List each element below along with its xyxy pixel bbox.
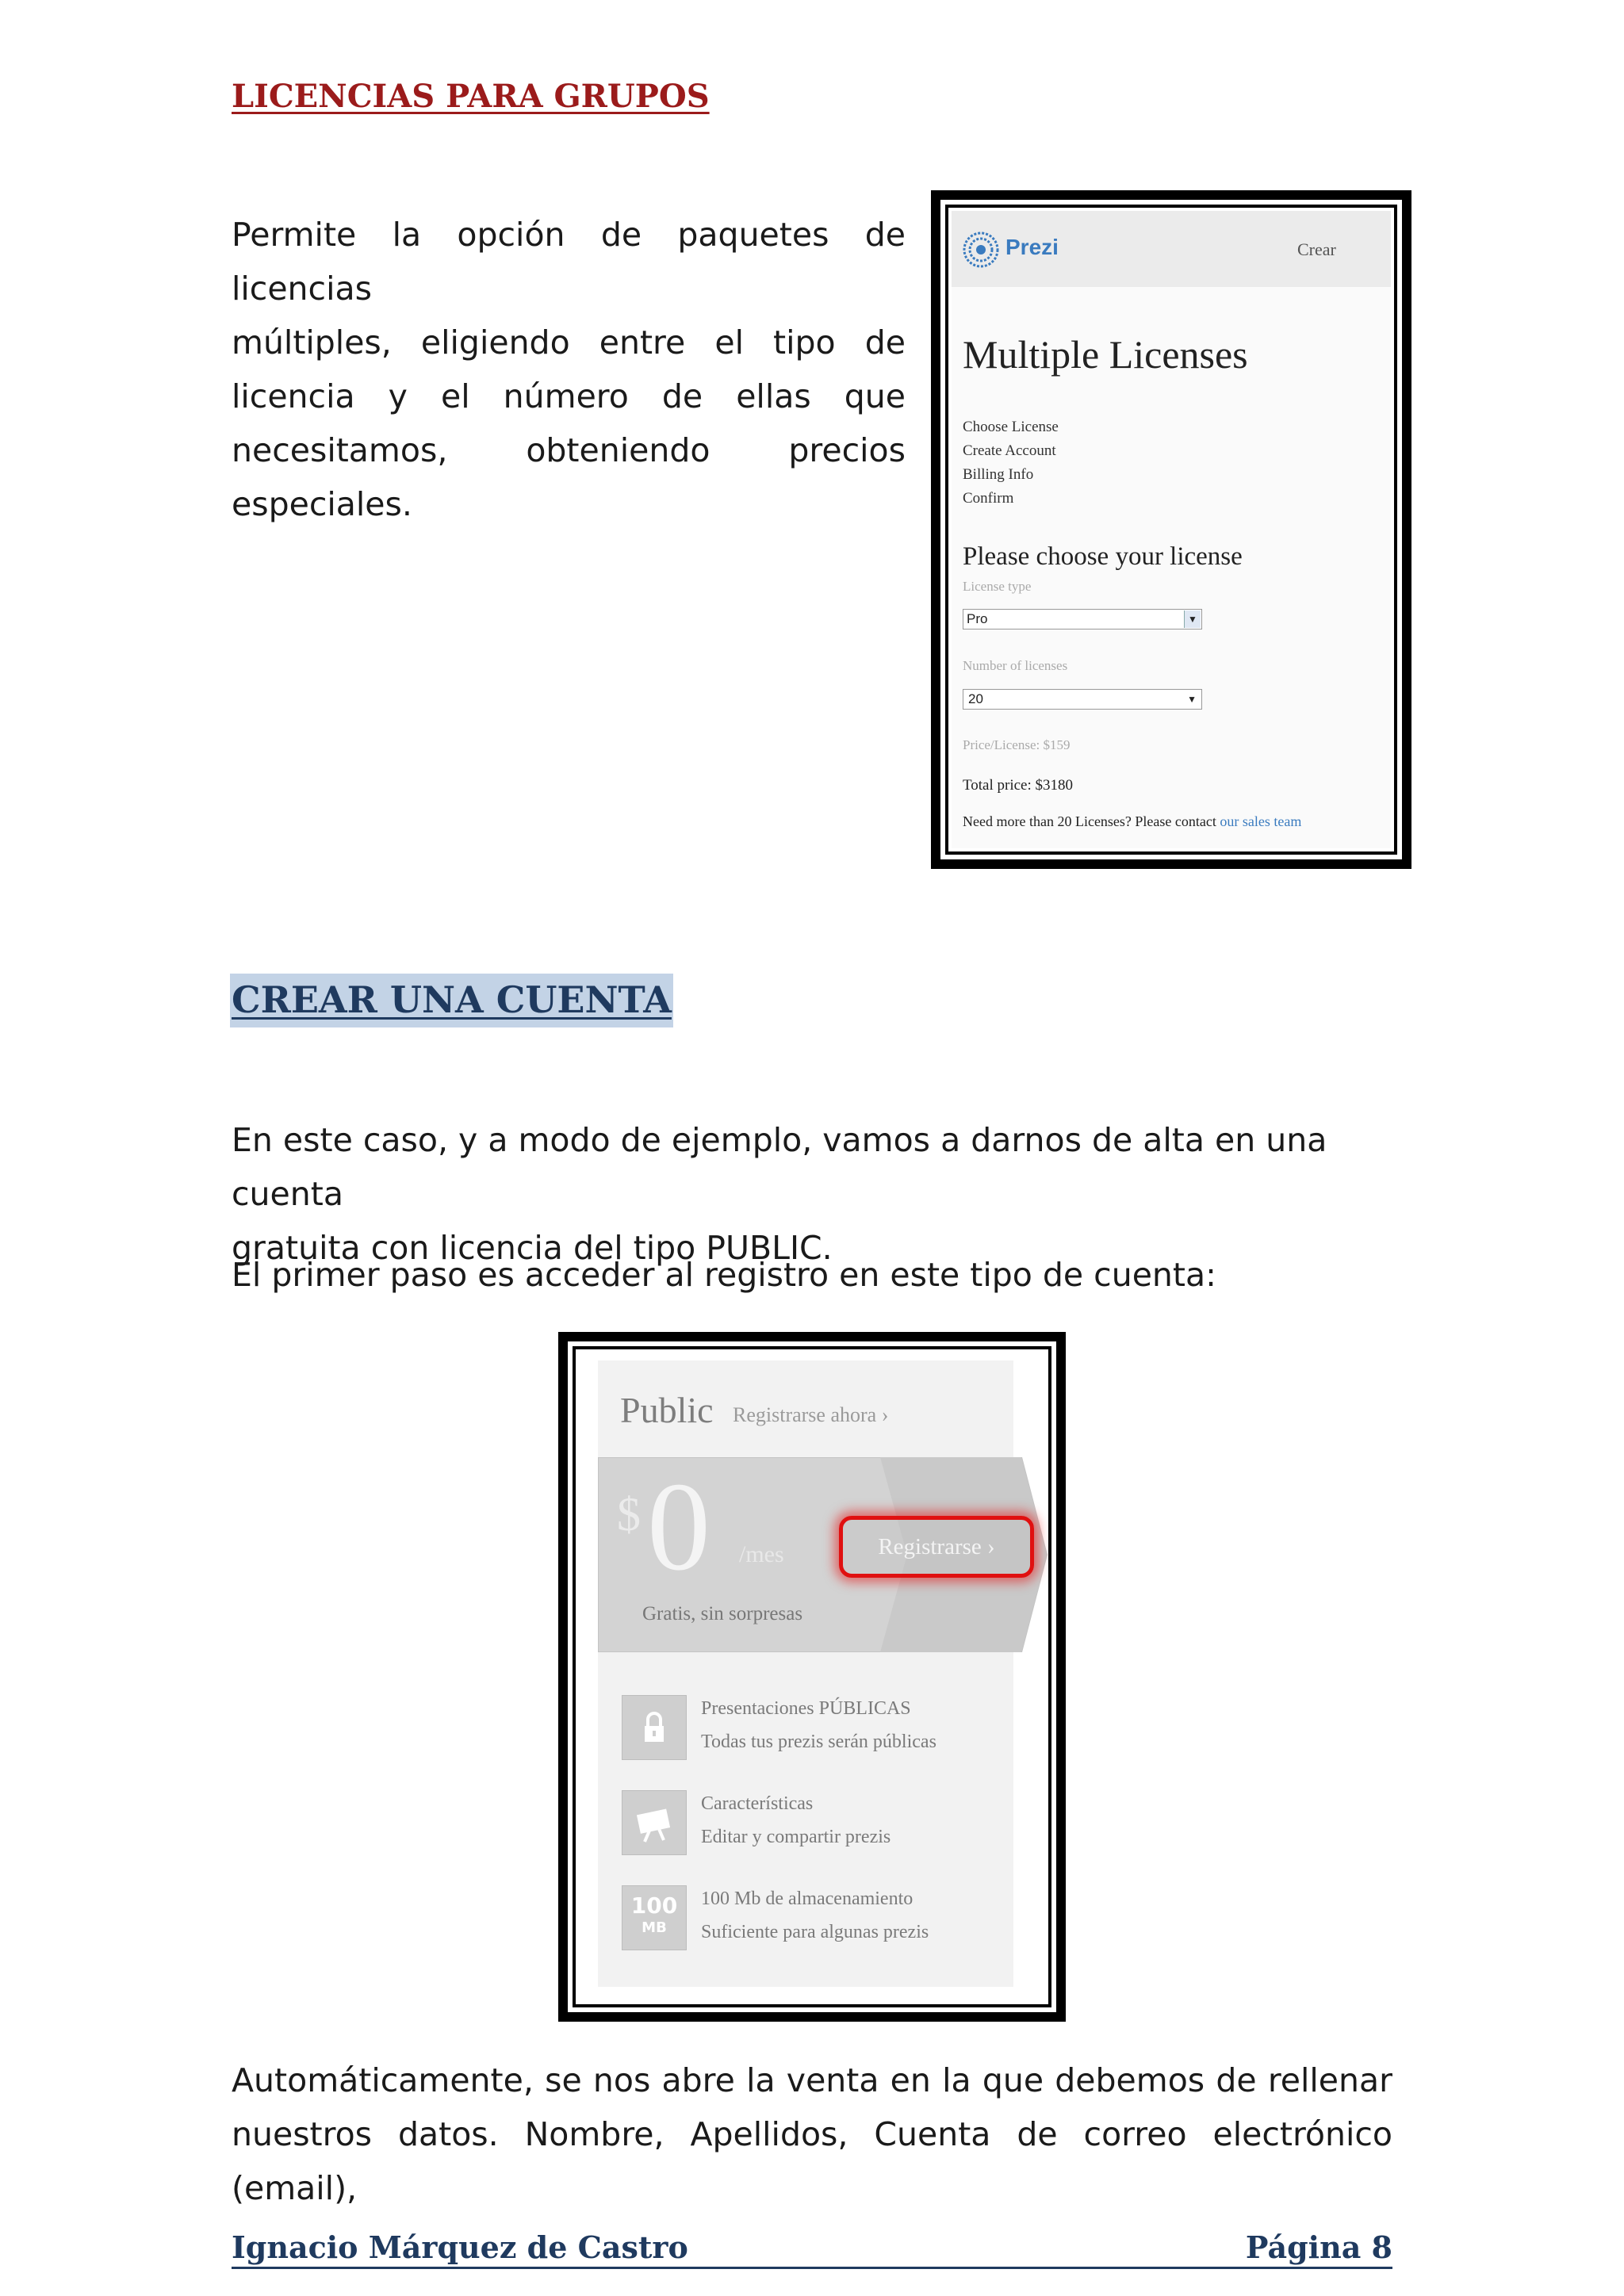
section-heading-crear-cuenta: CREAR UNA CUENTA (230, 974, 673, 1027)
page-footer (232, 2228, 1392, 2269)
feature-desc: Todas tus prezis serán públicas (701, 1732, 936, 1752)
crear-link[interactable]: Crear (1297, 239, 1336, 259)
chevron-down-icon: ▼ (1187, 694, 1197, 705)
feature-characteristics (701, 1787, 891, 1854)
screenshot-content (952, 211, 1391, 848)
registrarse-button[interactable]: Registrarse › (839, 1516, 1034, 1578)
multiple-licenses-title: Multiple Licenses (963, 332, 1248, 377)
price-per-license: Price/License: $159 (963, 737, 1071, 752)
paragraph-line: múltiples, eligiendo entre el tipo de (232, 323, 906, 362)
contact-line (963, 813, 1301, 830)
per-month: /mes (739, 1541, 784, 1567)
sales-team-link[interactable]: our sales team (1220, 813, 1302, 829)
footer-author: Ignacio Márquez de Castro (232, 2229, 688, 2265)
feature-title: 100 Mb de almacenamiento (701, 1888, 914, 1909)
primer-paso-paragraph: El primer paso es acceder al registro en este tipo de cuenta: (232, 1256, 1216, 1294)
multiple-licenses-screenshot (931, 190, 1411, 869)
plan-tagline: Gratis, sin sorpresas (642, 1603, 803, 1624)
feature-public-presentations (701, 1692, 936, 1758)
total-price: Total price: $3180 (963, 777, 1074, 794)
prezi-header-bar (952, 211, 1391, 287)
number-of-licenses-value: 20 (968, 691, 983, 706)
lock-icon (622, 1695, 687, 1760)
public-plan-screenshot (558, 1332, 1066, 2022)
license-type-select[interactable] (963, 609, 1202, 629)
feature-title: Características (701, 1793, 814, 1814)
paragraph-line: nuestros datos. Nombre, Apellidos, Cuenta de correo electrónico (email), (232, 2115, 1392, 2207)
paragraph-line: necesitamos, obteniendo precios (232, 431, 906, 469)
steps-list (963, 415, 1059, 511)
prezi-logo-text: Prezi (1005, 235, 1059, 259)
paragraph-line: En este caso, y a modo de ejemplo, vamos a darnos de alta en una cuenta (232, 1121, 1327, 1213)
register-now-link[interactable]: Registrarse ahora › (733, 1403, 889, 1426)
license-type-label: License type (963, 579, 1032, 594)
price-value: 0 (647, 1456, 710, 1597)
paragraph-line: especiales. (232, 485, 412, 523)
paragraph-line: Permite la opción de paquetes de licencias (232, 216, 906, 308)
contact-text: Need more than 20 Licenses? Please contact (963, 813, 1220, 829)
paragraph-line: licencia y el número de ellas que (232, 377, 906, 415)
feature-storage (701, 1882, 929, 1949)
storage-icon-unit: MB (642, 1919, 667, 1936)
step-billing-info: Billing Info (963, 466, 1034, 483)
storage-icon-number: 100 (630, 1892, 678, 1919)
choose-license-heading: Please choose your license (963, 542, 1243, 571)
number-of-licenses-select[interactable] (963, 689, 1202, 710)
licencias-paragraph (232, 208, 906, 531)
license-type-value: Pro (967, 611, 988, 626)
number-of-licenses-label: Number of licenses (963, 658, 1068, 673)
paragraph-line: Automáticamente, se nos abre la venta en la que debemos de rellenar (232, 2061, 1392, 2099)
automaticamente-paragraph (232, 2053, 1392, 2215)
step-choose-license: Choose License (963, 419, 1059, 435)
step-confirm: Confirm (963, 490, 1014, 507)
footer-page-number: Página 8 (1245, 2229, 1392, 2265)
section-heading-licencias: LICENCIAS PARA GRUPOS (232, 78, 710, 115)
step-create-account: Create Account (963, 442, 1056, 459)
feature-desc: Editar y compartir prezis (701, 1827, 891, 1847)
presentation-icon (622, 1790, 687, 1855)
chevron-down-icon: ▼ (1184, 610, 1201, 628)
currency-symbol: $ (617, 1488, 641, 1540)
paragraph-line: gratuita con licencia del tipo PUBLIC. (232, 1229, 833, 1267)
prezi-logo-icon (963, 232, 999, 268)
storage-icon (622, 1885, 687, 1950)
feature-desc: Suficiente para algunas prezis (701, 1922, 929, 1942)
plan-name: Public (620, 1390, 714, 1430)
feature-title: Presentaciones PÚBLICAS (701, 1698, 911, 1719)
public-plan-card (598, 1360, 1013, 1987)
